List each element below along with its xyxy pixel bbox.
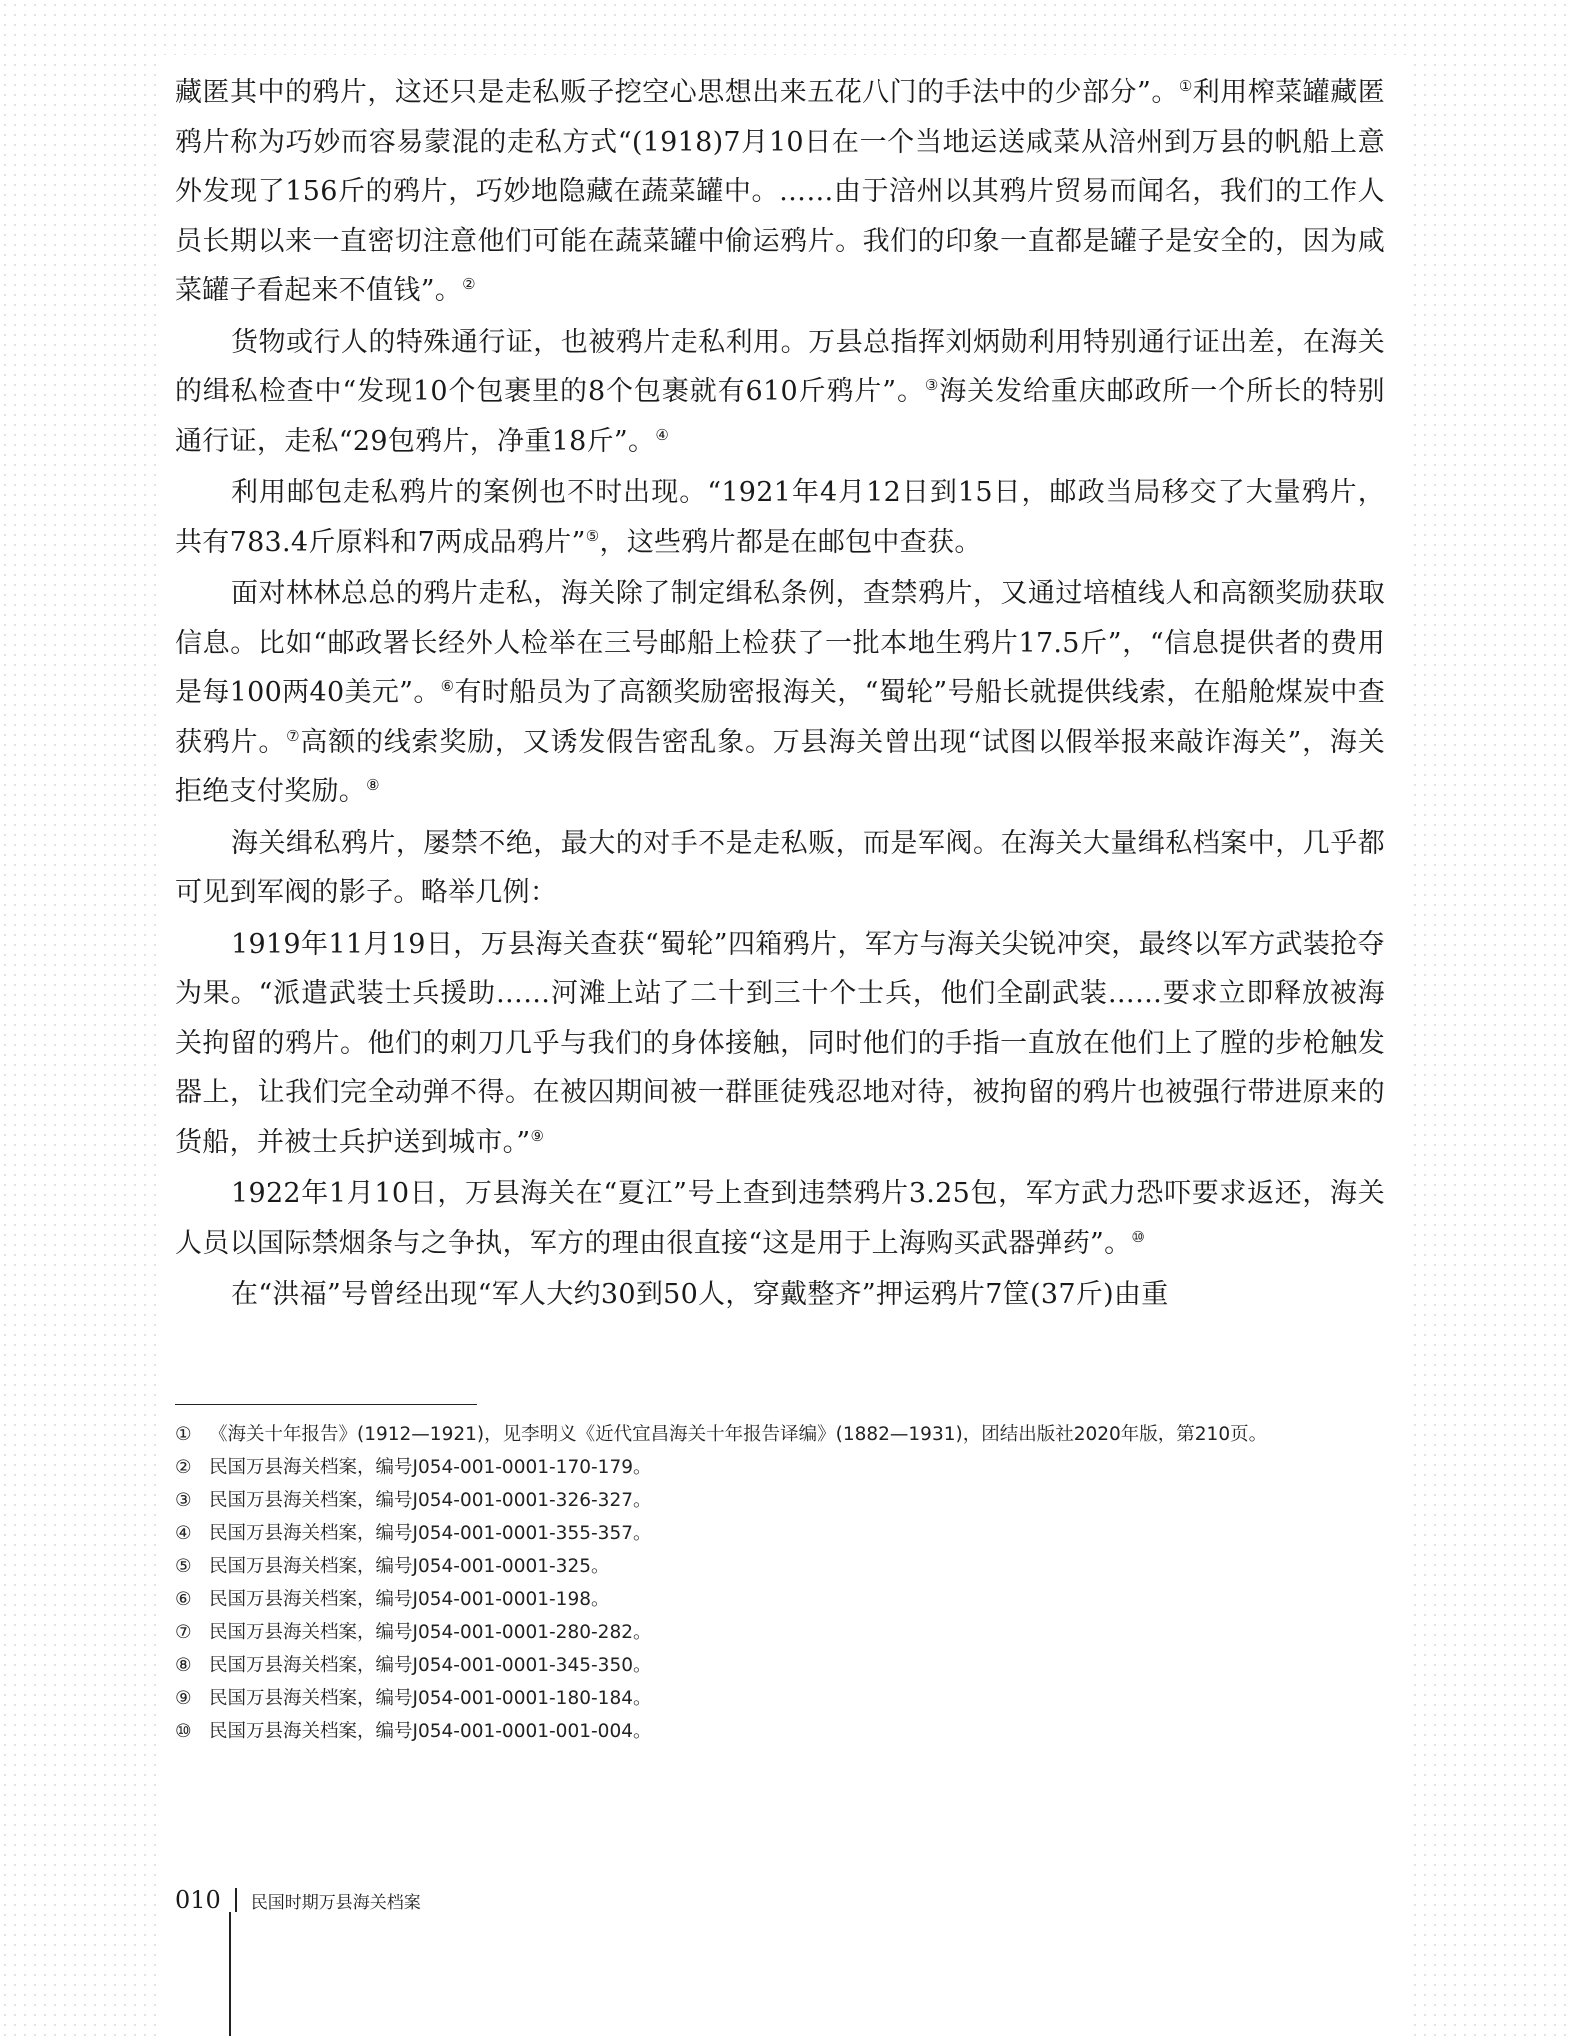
footnote-mark: ② <box>175 1457 192 1478</box>
page-footer <box>175 1886 421 1914</box>
footnote-9 <box>175 1682 1390 1715</box>
footnote-text: 民国万县海关档案，编号J054-001-0001-001-004。 <box>209 1721 652 1742</box>
page-number: 010 <box>175 1886 221 1914</box>
paragraph-text: 利用邮包走私鸦片的案例也不时出现。“1921年4月12日到15日，邮政当局移交了大量鸦片，共有783.4斤原料和7两成品鸦片” <box>175 477 1385 558</box>
footnote-mark: ⑥ <box>175 1589 192 1610</box>
paragraph-5 <box>175 819 1385 918</box>
footnote-mark: ③ <box>175 1490 192 1511</box>
paragraph-text: 藏匿其中的鸦片，这还只是走私贩子挖空心思想出来五花八门的手法中的少部分”。 <box>175 77 1179 108</box>
footnote-mark: ⑤ <box>175 1556 192 1577</box>
footnote-1 <box>175 1418 1390 1451</box>
paragraph-text: 面对林林总总的鸦片走私，海关除了制定缉私条例，查禁鸦片，又通过培植线人和高额奖励获取信息。比如“邮政署长经外人检举在三号邮船上检获了一批本地生鸦片17.5斤”，“信息提供者的费用是每100两40美元”。 <box>175 578 1385 708</box>
footnote-ref[interactable]: ③ <box>924 376 940 394</box>
footnotes <box>175 1418 1390 1748</box>
paragraph-text: 海关缉私鸦片，屡禁不绝，最大的对手不是走私贩，而是军阀。在海关大量缉私档案中，几乎都可见到军阀的影子。略举几例： <box>175 827 1385 908</box>
footnote-text: 民国万县海关档案，编号J054-001-0001-198。 <box>209 1589 610 1610</box>
footnote-text: 民国万县海关档案，编号J054-001-0001-170-179。 <box>209 1457 652 1478</box>
paragraph-4 <box>175 569 1385 817</box>
footnote-mark: ⑨ <box>175 1688 192 1709</box>
paragraph-7 <box>175 1169 1385 1268</box>
footnote-2 <box>175 1451 1390 1484</box>
footnote-text: 民国万县海关档案，编号J054-001-0001-345-350。 <box>209 1655 652 1676</box>
footnote-ref[interactable]: ⑥ <box>440 677 455 695</box>
footer-divider <box>235 1888 237 1912</box>
paragraph-3 <box>175 468 1385 567</box>
footnote-mark: ⑧ <box>175 1655 192 1676</box>
footnote-ref[interactable]: ⑧ <box>366 776 380 794</box>
footnote-text: 民国万县海关档案，编号J054-001-0001-326-327。 <box>209 1490 652 1511</box>
paragraph-text: 1919年11月19日，万县海关查获“蜀轮”四箱鸦片，军方与海关尖锐冲突，最终以军方武装抢夺为果。“派遣武装士兵援助……河滩上站了二十到三十个士兵，他们全副武装……要求立即释放被海关拘留的鸦片。他们的刺刀几乎与我们的身体接触，同时他们的手指一直放在他们上了膛的步枪触发器上，让我们完全动弹不得。在被囚期间被一群匪徒残忍地对待，被拘留的鸦片也被强行带进原来的货船，并被士兵护送到城市。” <box>175 928 1385 1158</box>
footnote-text: 民国万县海关档案，编号J054-001-0001-180-184。 <box>209 1688 652 1709</box>
footnote-text: 民国万县海关档案，编号J054-001-0001-280-282。 <box>209 1622 652 1643</box>
body-text <box>175 68 1385 1320</box>
footnote-ref[interactable]: ⑤ <box>585 526 600 545</box>
running-title: 民国时期万县海关档案 <box>250 1892 421 1913</box>
footnote-3 <box>175 1484 1390 1517</box>
footnote-ref[interactable]: ⑨ <box>530 1126 545 1145</box>
footnote-mark: ⑦ <box>175 1622 192 1643</box>
paragraph-text: 在“洪福”号曾经出现“军人大约30到50人，穿戴整齐”押运鸦片7筐(37斤)由重 <box>231 1279 1169 1310</box>
footnote-ref[interactable]: ⑦ <box>286 726 301 745</box>
footnote-4 <box>175 1517 1390 1550</box>
paragraph-6 <box>175 920 1385 1168</box>
paragraph-text: ，这些鸦片都是在邮包中查获。 <box>599 526 982 558</box>
footnote-separator <box>175 1404 477 1405</box>
footnote-mark: ④ <box>175 1523 192 1544</box>
footnote-ref[interactable]: ① <box>1178 77 1193 95</box>
footnote-mark: ⑩ <box>175 1721 192 1742</box>
paragraph-text: 1922年1月10日，万县海关在“夏江”号上查到违禁鸦片3.25包，军方武力恐吓要求返还，海关人员以国际禁烟条与之争执，军方的理由很直接“这是用于上海购买武器弹药”。 <box>175 1178 1385 1259</box>
footnote-7 <box>175 1616 1390 1649</box>
footnote-ref[interactable]: ② <box>462 275 476 293</box>
footnote-text: 民国万县海关档案，编号J054-001-0001-355-357。 <box>209 1523 652 1544</box>
footnote-mark: ① <box>175 1424 192 1445</box>
footnote-ref[interactable]: ④ <box>655 425 670 444</box>
footnote-10 <box>175 1715 1390 1748</box>
paragraph-text: 利用榨菜罐藏匿鸦片称为巧妙而容易蒙混的走私方式“(1918)7月10日在一个当地运送咸菜从涪州到万县的帆船上意外发现了156斤的鸦片，巧妙地隐藏在蔬菜罐中。……由于涪州以其鸦片贸易而闻名，我们的工作人员长期以来一直密切注意他们可能在蔬菜罐中偷运鸦片。我们的印象一直都是罐子是安全的，因为咸菜罐子看起来不值钱”。 <box>175 77 1385 306</box>
paragraph-text: 货物或行人的特殊通行证，也被鸦片走私利用。万县总指挥刘炳勋利用特别通行证出差，在海关的缉私检查中“发现10个包裹里的8个包裹就有610斤鸦片”。 <box>175 326 1385 407</box>
footnote-5 <box>175 1550 1390 1583</box>
footnote-text: 民国万县海关档案，编号J054-001-0001-325。 <box>209 1556 610 1577</box>
footnote-text: 《海关十年报告》(1912—1921)，见李明义《近代宜昌海关十年报告译编》(1882—1931)，团结出版社2020年版，第210页。 <box>209 1424 1268 1445</box>
paragraph-8 <box>175 1270 1385 1320</box>
footnote-8 <box>175 1649 1390 1682</box>
paragraph-text: 高额的线索奖励，又诱发假告密乱象。万县海关曾出现“试图以假举报来敲诈海关”，海关拒绝支付奖励。 <box>175 726 1386 807</box>
footer-vertical-rule <box>229 1912 231 2036</box>
footnote-ref[interactable]: ⑩ <box>1131 1227 1146 1246</box>
footnote-6 <box>175 1583 1390 1616</box>
paragraph-1 <box>175 68 1385 316</box>
paragraph-2 <box>175 318 1385 467</box>
paragraph-text: 海关发给重庆邮政所一个所长的特别通行证，走私“29包鸦片，净重18斤”。 <box>175 376 1385 457</box>
paragraph-text: 有时船员为了高额奖励密报海关，“蜀轮”号船长就提供线索，在船舱煤炭中查获鸦片。 <box>175 677 1385 758</box>
